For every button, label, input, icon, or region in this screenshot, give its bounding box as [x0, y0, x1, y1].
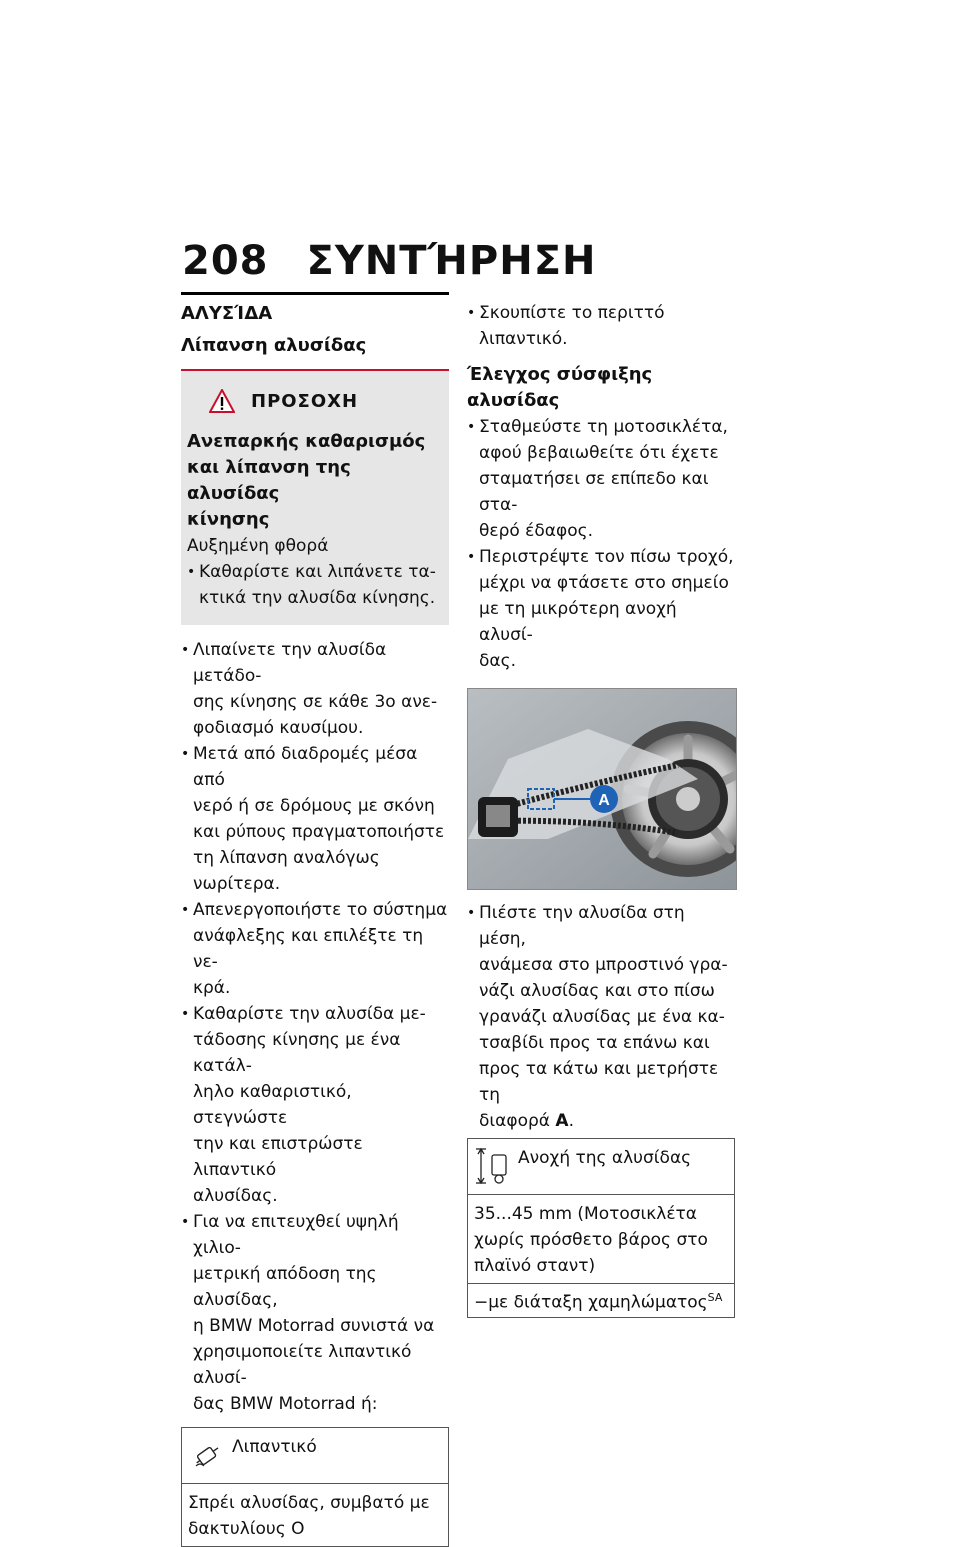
text-line — [479, 1108, 735, 1134]
chain-photo — [467, 688, 737, 890]
bullet-dot: • — [181, 1214, 190, 1230]
list-item — [181, 897, 449, 1001]
lubricant-table-title: Λιπαντικό — [232, 1437, 317, 1457]
callout-reference: A — [555, 1111, 569, 1131]
subsection-title: Έλεγχος σύσφιξης αλυσίδας — [467, 364, 653, 411]
warning-title-line: κίνησης — [187, 509, 270, 530]
text-line: σταματήσει σε επίπεδο και στα- — [479, 469, 709, 515]
text-line: θερό έδαφος. — [479, 521, 593, 541]
warning-header — [187, 381, 443, 421]
section-rule — [181, 292, 449, 295]
lubricant-table-header — [182, 1428, 448, 1484]
text-line: σης κίνησης σε κάθε 3ο ανε- — [193, 692, 438, 712]
text-line: χωρίς πρόσθετο βάρος στο — [474, 1230, 708, 1250]
bullet-dot: • — [181, 642, 190, 658]
text-line: μέχρι να φτάσετε στο σημείο — [479, 573, 729, 593]
tolerance-table-title: Ανοχή της αλυσίδας — [518, 1148, 692, 1168]
list-item — [467, 414, 735, 544]
list-item-text: Σκουπίστε το περιττό λιπαντικό. — [479, 303, 665, 349]
chain-illustration — [468, 689, 736, 889]
warning-triangle-icon — [209, 389, 235, 413]
page-title — [182, 238, 597, 284]
text-line: πλαϊνό σταντ) — [474, 1256, 596, 1276]
list-item — [467, 544, 735, 674]
text-line: Λιπαίνετε την αλυσίδα μετάδο- — [193, 640, 387, 686]
warning-bullet — [187, 559, 443, 611]
text-line: η BMW Motorrad συνιστά να — [193, 1316, 435, 1336]
text-fragment: . — [568, 1111, 574, 1131]
list-item-text — [479, 544, 735, 674]
text-line: Καθαρίστε την αλυσίδα με- — [193, 1004, 426, 1024]
bullet-dot: • — [467, 305, 476, 321]
lubricant-table — [181, 1427, 449, 1547]
list-item — [181, 1209, 449, 1417]
chapter-title: ΣΥΝΤΉΡΗΣΗ — [306, 238, 597, 284]
text-line: αφού βεβαιωθείτε ότι έχετε — [479, 443, 719, 463]
list-item-text — [193, 741, 449, 897]
oil-spray-icon — [188, 1436, 232, 1476]
text-line: τη λίπανση αναλόγως νωρίτερα. — [193, 848, 380, 894]
page-number: 208 — [182, 238, 269, 284]
text-line: μετρική απόδοση της αλυσίδας, — [193, 1264, 377, 1310]
text-line: ανάφλεξης και επιλέξτε τη νε- — [193, 926, 424, 972]
list-item — [181, 637, 449, 741]
warning-label: ΠΡΟΣΟΧΗ — [251, 390, 359, 412]
note-text: −με διάταξη χαμηλώματος — [474, 1292, 708, 1313]
tolerance-table-body — [468, 1195, 734, 1283]
bullet-dot: • — [181, 746, 190, 762]
left-column — [181, 292, 449, 1547]
text-line: Απενεργοποιήστε το σύστημα — [193, 900, 448, 920]
text-line: νερό ή σε δρόμους με σκόνη — [193, 796, 435, 816]
text-line: και ρύπους πραγματοποιήστε — [193, 822, 445, 842]
text-line: με τη μικρότερη ανοχή αλυσί- — [479, 599, 677, 645]
list-item-text — [193, 637, 449, 741]
text-line: κρά. — [193, 978, 231, 998]
text-line: δας. — [479, 651, 516, 671]
lubricant-table-body — [182, 1484, 448, 1546]
tolerance-table-header — [468, 1139, 734, 1195]
list-item-text — [479, 900, 735, 1134]
text-line: τάδοσης κίνησης με ένα κατάλ- — [193, 1030, 401, 1076]
text-line: φοδιασμό καυσίμου. — [193, 718, 364, 738]
text-line: Σταθμεύστε τη μοτοσικλέτα, — [479, 417, 728, 437]
list-item-text — [193, 1001, 449, 1209]
text-line: ανάμεσα στο μπροστινό γρα- — [479, 955, 728, 975]
list-item-text — [193, 1209, 449, 1417]
bullet-dot: • — [467, 419, 476, 435]
bullet-dot: • — [181, 902, 190, 918]
text-line: Πιέστε την αλυσίδα στη μέση, — [479, 903, 685, 949]
instruction-list — [181, 637, 449, 1417]
bullet-dot: • — [187, 564, 196, 580]
note-superscript: SA — [707, 1291, 723, 1304]
text-line: δακτυλίους Ο — [188, 1519, 305, 1539]
text-line: Για να επιτευχθεί υψηλή χιλιο- — [193, 1212, 399, 1258]
instruction-list — [467, 900, 735, 1134]
text-line: αλυσίδας. — [193, 1186, 278, 1206]
list-item-text — [479, 414, 735, 544]
warning-title-line: Ανεπαρκής καθαρισμός — [187, 431, 426, 452]
warning-title — [187, 429, 443, 533]
right-column — [467, 292, 735, 1318]
list-item — [181, 741, 449, 897]
warning-title-line: και λίπανση της αλυσίδας — [187, 457, 351, 504]
text-line: την και επιστρώστε λιπαντικό — [193, 1134, 363, 1180]
text-line: Σπρέι αλυσίδας, συμβατό με — [188, 1493, 430, 1513]
text-line: Περιστρέψτε τον πίσω τροχό, — [479, 547, 734, 567]
tolerance-table — [467, 1138, 735, 1318]
measurement-icon — [474, 1147, 518, 1187]
text-line: γρανάζι αλυσίδας με ένα κα- — [479, 1007, 725, 1027]
section-title: ΑΛΥΣΊΔΑ — [181, 303, 273, 324]
subsection-title: Λίπανση αλυσίδας — [181, 335, 367, 356]
text-line: 35...45 mm (Μοτοσικλέτα — [474, 1204, 697, 1224]
text-line: ληλο καθαριστικό, στεγνώστε — [193, 1082, 352, 1128]
text-line: νάζι αλυσίδας και στο πίσω — [479, 981, 715, 1001]
instruction-list — [467, 414, 735, 674]
photo-callout-label: A — [598, 792, 610, 809]
list-item — [181, 1001, 449, 1209]
text-line: δας BMW Motorrad ή: — [193, 1394, 378, 1414]
list-item — [467, 900, 735, 1134]
list-item — [467, 300, 735, 352]
text-line: Μετά από διαδρομές μέσα από — [193, 744, 418, 790]
list-item-text — [193, 897, 449, 1001]
bullet-dot: • — [467, 905, 476, 921]
text-line: κτικά την αλυσίδα κίνησης. — [199, 588, 436, 608]
text-line: Καθαρίστε και λιπάνετε τα- — [199, 562, 436, 582]
text-line: χρησιμοποιείτε λιπαντικό αλυσί- — [193, 1342, 412, 1388]
bullet-dot: • — [181, 1006, 190, 1022]
tolerance-table-note — [468, 1283, 734, 1317]
warning-consequence: Αυξημένη φθορά — [187, 536, 329, 556]
text-line: προς τα κάτω και μετρήστε τη — [479, 1059, 719, 1105]
text-line: τσαβίδι προς τα επάνω και — [479, 1033, 710, 1053]
warning-bullet-text — [199, 559, 443, 611]
text-fragment: διαφορά — [479, 1111, 556, 1131]
bullet-dot: • — [467, 549, 476, 565]
warning-box — [181, 371, 449, 625]
